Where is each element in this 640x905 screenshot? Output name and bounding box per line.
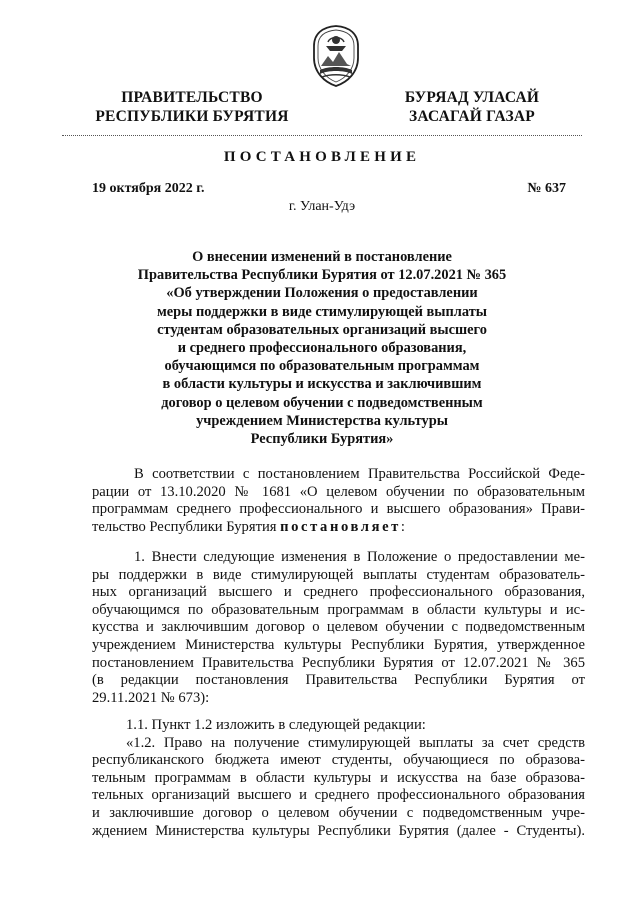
text-line: тельных организаций высшего и среднего профессионального образования (92, 787, 585, 804)
text-line: «1.2. Право на получение стимулирующей выплаты за счет средств (126, 734, 585, 751)
text-line: и заключившие договор о целевом обучении с подведомственным учре- (92, 804, 585, 821)
point-1-1-paragraph (92, 717, 585, 840)
header-divider (62, 135, 582, 136)
text-line: ных организаций высшего и среднего профессионального образования, (92, 584, 585, 601)
header-left-line1: ПРАВИТЕЛЬСТВО (121, 89, 263, 106)
text-line: программам среднего профессионального и высшего образования» Прави- (92, 501, 585, 518)
subject-line: «Об утверждении Положения о предоставлении (166, 285, 478, 302)
decree-verb: постановляет (280, 518, 401, 535)
text-line: (в редакции постановления Правительства Республики Бурятия от (92, 672, 585, 689)
preamble-colon: : (400, 518, 405, 535)
subject-line: обучающимся по образовательным программам (164, 358, 480, 375)
header-left (92, 88, 292, 126)
text-line: В соответствии с постановлением Правительства Российской Феде- (134, 466, 585, 482)
point-1-paragraph (92, 549, 585, 707)
header-right-line1: БУРЯАД УЛАСАЙ (404, 89, 540, 106)
subject-line: студентам образовательных организаций высшего (157, 321, 487, 338)
header-right-line2: ЗАСАГАЙ ГАЗАР (409, 108, 535, 125)
document-city: г. Улан-Удэ (288, 199, 356, 214)
text-line: рации от 13.10.2020 № 1681 «О целевом обучении по образовательным (92, 483, 585, 500)
subject-line: О внесении изменений в постановление (192, 249, 452, 265)
subject-line: Правительства Республики Бурятия от 12.07.2021 № 365 (137, 267, 507, 284)
text-line: 1.1. Пункт 1.2 изложить в следующей редакции: (126, 717, 426, 733)
coat-of-arms-icon (306, 24, 366, 88)
text-line (92, 519, 585, 537)
text-line: учреждением Министерства культуры Республики Бурятия, утвержденное (92, 636, 585, 653)
preamble-text: тельство Республики Бурятия (92, 518, 281, 535)
subject-line: меры поддержки в виде стимулирующей выплаты (156, 303, 488, 320)
text-line: кусства и заключившим договор о целевом обучении с подведомственным (92, 619, 585, 636)
text-line: 1. Внести следующие изменения в Положение о предоставлении ме- (134, 549, 585, 565)
header-left-line2: РЕСПУБЛИКИ БУРЯТИЯ (95, 108, 289, 125)
header-right (392, 88, 552, 126)
subject-line: договор о целевом обучении с подведомственным (161, 394, 483, 411)
text-line: обучающимся по образовательным программам в области культуры и ис- (92, 601, 585, 618)
document-subject (62, 248, 582, 448)
subject-line: Республики Бурятия» (250, 431, 394, 448)
subject-line: учреждением Министерства культуры (196, 412, 448, 429)
text-line: постановлением Правительства Республики Бурятия от 12.07.2021 № 365 (92, 654, 585, 671)
preamble-paragraph (92, 466, 585, 536)
document-type: ПОСТАНОВЛЕНИЕ (223, 149, 421, 165)
subject-line: и среднего профессионального образования, (177, 340, 467, 357)
subject-line: в области культуры и искусства и заключившим (162, 376, 482, 393)
text-line: ры поддержки в виде стимулирующей выплаты студентам образователь- (92, 566, 585, 583)
document-number: № 637 (527, 181, 566, 196)
text-line: 29.11.2021 № 673): (92, 689, 210, 706)
document-date: 19 октября 2022 г. (92, 181, 205, 196)
text-line: ждением Министерства культуры Республики Бурятия (далее - Студенты). (92, 822, 585, 839)
text-line: республиканского бюджета имеют студенты, обучающиеся по образова- (92, 752, 585, 769)
text-line: тельным программам в области культуры и искусства на базе образова- (92, 769, 585, 786)
